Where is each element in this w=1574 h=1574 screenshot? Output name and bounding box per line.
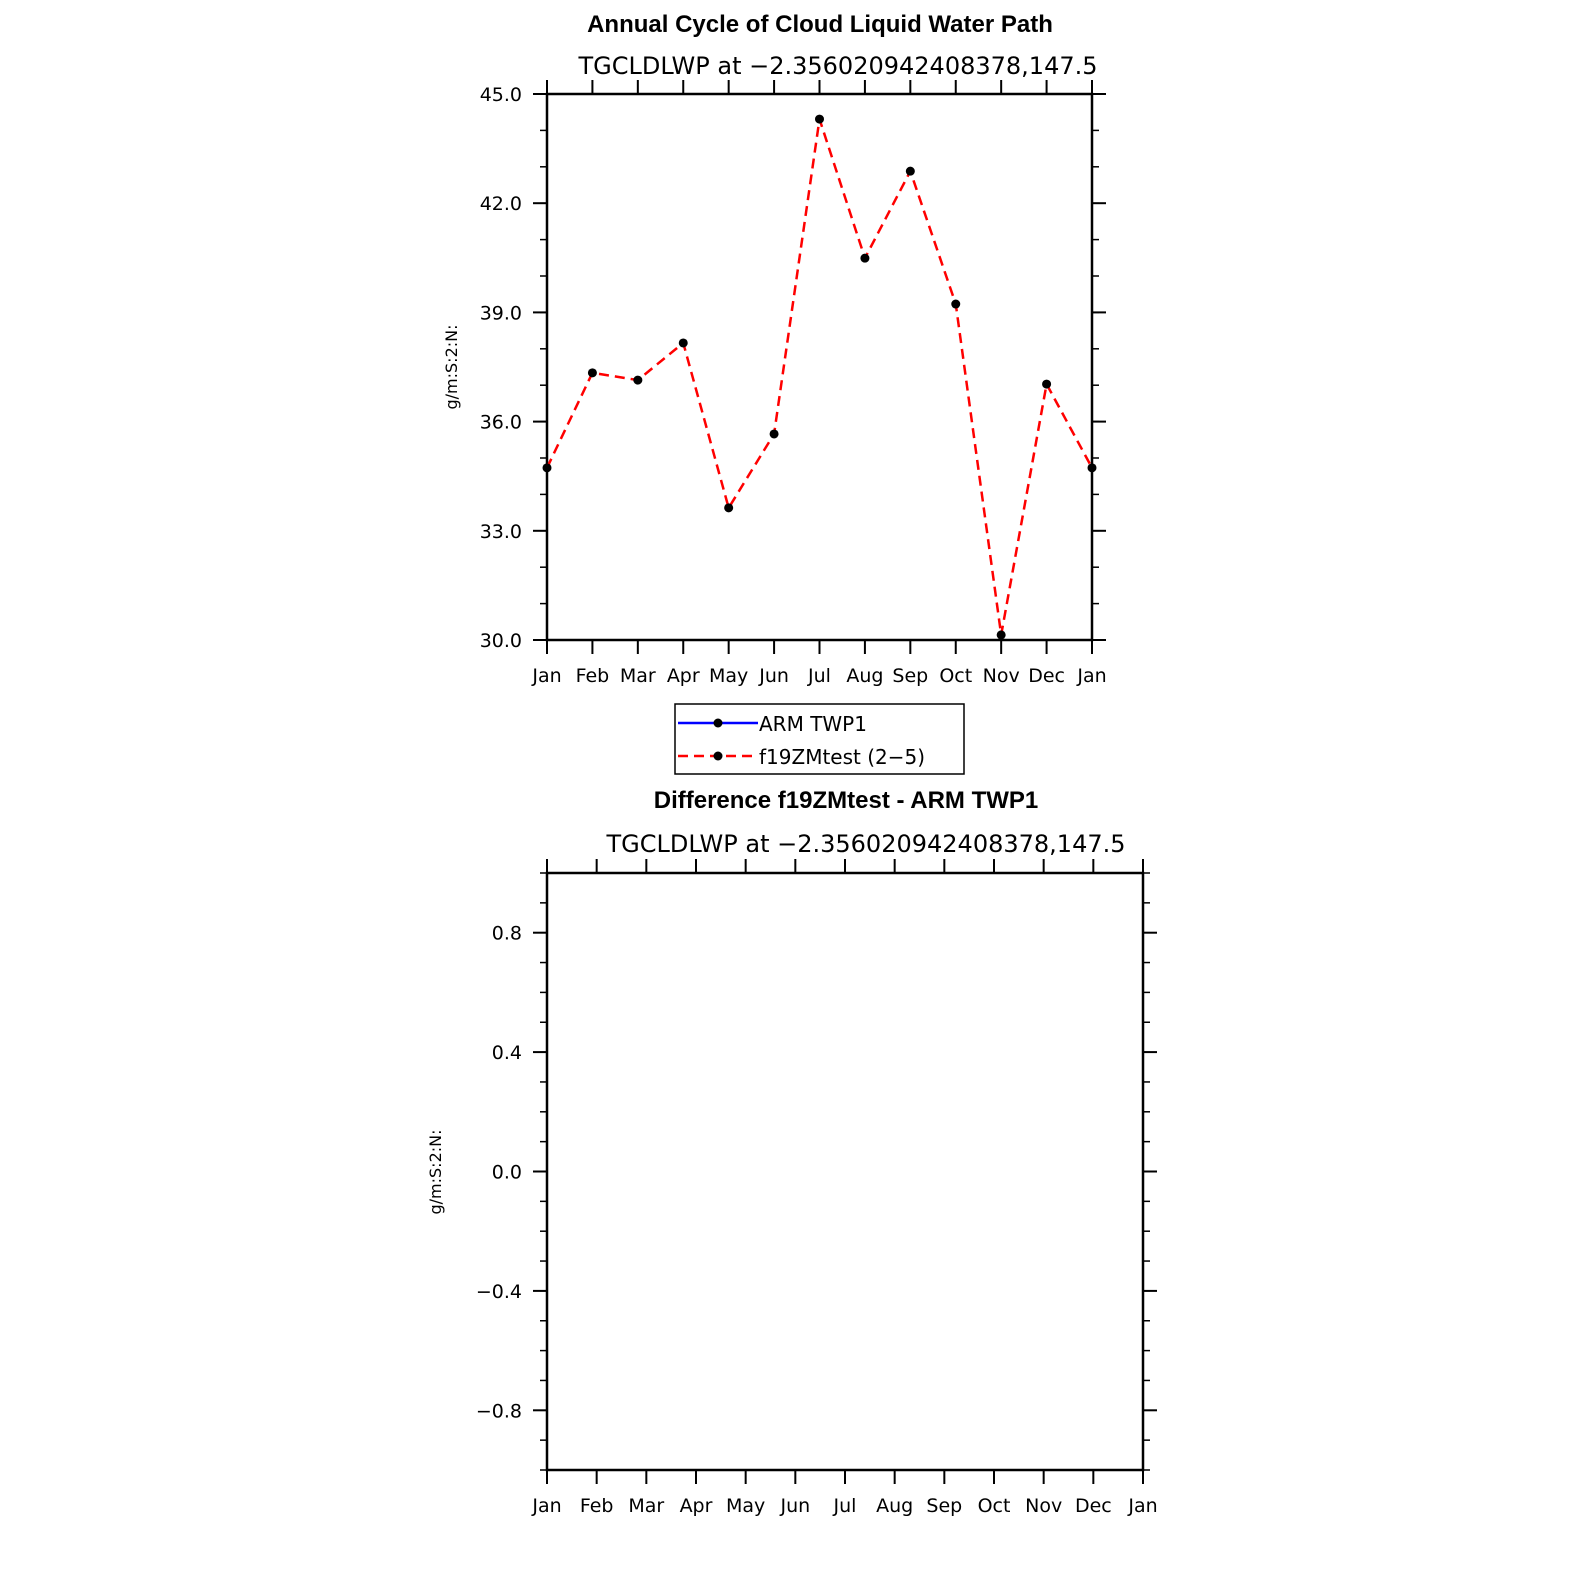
x-tick-label: Jan [1128,1495,1158,1517]
data-point [815,115,824,124]
x-tick-label: Mar [628,1495,665,1517]
x-tick-label: Dec [1074,1495,1112,1517]
y-tick-label: 0.4 [491,1042,522,1065]
plot-frame [547,94,1092,640]
series-line-2 [547,119,1092,635]
x-tick-label: Jun [759,665,789,687]
legend-label: ARM TWP1 [759,712,867,736]
x-tick-label: Jul [833,1495,857,1517]
x-tick-label: Nov [982,665,1020,687]
y-tick-label: 45.0 [479,84,522,106]
y-tick-label: −0.8 [475,1400,522,1423]
data-point [906,167,915,176]
y-tick-label: 42.0 [479,193,522,216]
chart-subtitle: TGCLDLWP at −2.356020942408378,147.5 [578,52,1098,80]
data-point [724,503,733,512]
x-tick-label: May [709,665,749,687]
x-tick-label: Feb [575,665,610,687]
x-tick-label: Feb [579,1495,614,1517]
data-point [1088,463,1097,472]
x-tick-label: Jan [532,665,562,687]
y-tick-label: 33.0 [479,520,522,543]
data-point [1042,380,1051,389]
x-tick-label: Oct [939,665,973,687]
data-point [679,338,688,347]
chart-title: Difference f19ZMtest - ARM TWP1 [653,787,1039,814]
x-tick-label: Apr [666,665,700,687]
legend-marker [714,752,723,761]
data-point [588,368,597,377]
y-tick-label: 39.0 [479,302,522,325]
data-point [997,630,1006,639]
y-tick-label: 30.0 [479,630,522,652]
plot-frame [547,873,1143,1470]
y-tick-label: −0.4 [475,1280,522,1303]
plot-panel-2 [426,787,1158,1517]
x-tick-label: Jan [532,1495,562,1517]
x-tick-label: Aug [846,665,884,687]
legend-marker [714,719,723,728]
y-tick-label: 0.8 [491,922,522,945]
y-axis-label: g/m:S:2:N: [426,1129,445,1215]
x-tick-label: Sep [892,665,929,687]
y-tick-label: 36.0 [479,411,522,434]
data-point [543,463,552,472]
legend [675,704,964,774]
y-tick-label: 0.0 [491,1161,522,1184]
data-point [860,254,869,263]
x-tick-label: Apr [679,1495,713,1517]
chart-title: Annual Cycle of Cloud Liquid Water Path [587,11,1053,38]
data-point [633,376,642,385]
x-tick-label: Jan [1077,665,1107,687]
chart-subtitle: TGCLDLWP at −2.356020942408378,147.5 [606,830,1126,858]
x-tick-label: Nov [1025,1495,1063,1517]
legend-label: f19ZMtest (2−5) [759,745,926,769]
x-tick-label: Sep [926,1495,963,1517]
x-tick-label: Dec [1028,665,1065,687]
plot-panel-1 [442,11,1107,774]
data-point [951,300,960,309]
data-point [770,429,779,438]
x-tick-label: Aug [876,1495,914,1517]
y-axis-label: g/m:S:2:N: [442,324,461,410]
x-tick-label: Mar [619,665,656,687]
x-tick-label: Oct [977,1495,1011,1517]
x-tick-label: May [726,1495,766,1517]
x-tick-label: Jul [808,665,831,687]
x-tick-label: Jun [780,1495,811,1517]
